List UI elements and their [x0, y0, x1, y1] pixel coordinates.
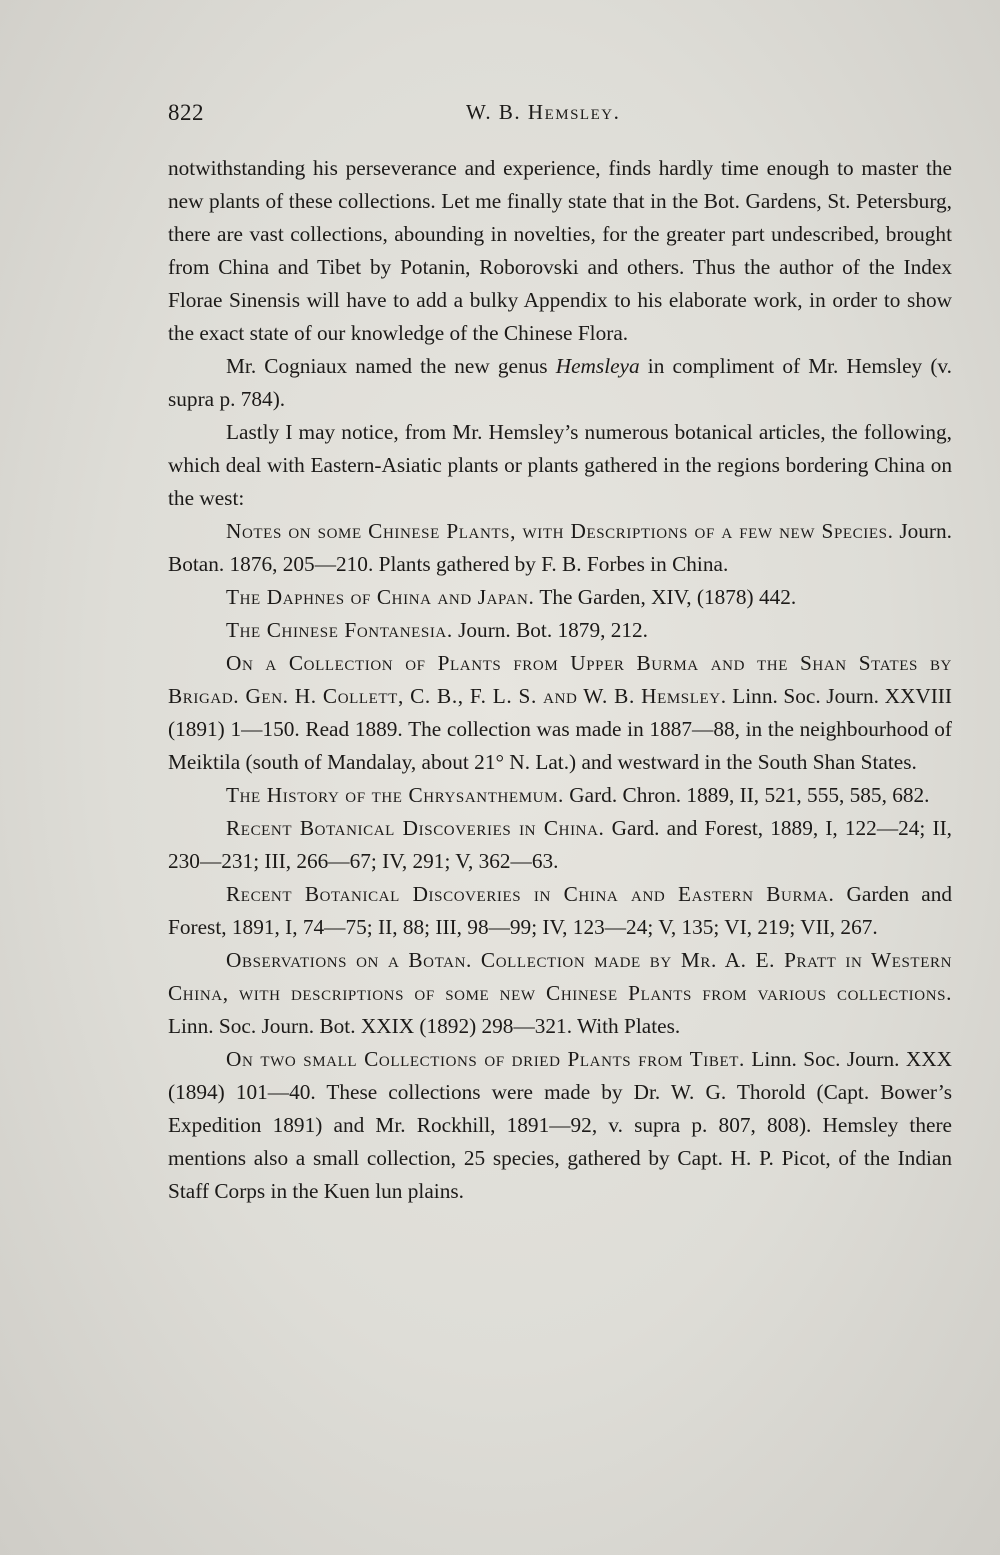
citation-text: Journ. Bot. 1879, 212.	[452, 618, 649, 642]
paragraph-continuation	[168, 152, 952, 350]
article-title: On a Collection of Plants from Upper Burma and the Shan States by Brigad. Gen. H. Collett, C. B., F. L. S. and W. B. Hemsley.	[168, 651, 952, 708]
article-title: Observations on a Botan. Collection made by Mr. A. E. Pratt in Western China, with descriptions of some new Chinese Plants from various collections.	[168, 948, 952, 1005]
article-title: The Daphnes of China and Japan.	[226, 585, 535, 609]
bibliography-entry	[168, 812, 952, 878]
article-title: Recent Botanical Discoveries in China and Eastern Burma.	[226, 882, 835, 906]
bibliography-entry	[168, 515, 952, 581]
citation-text: The Garden, XIV, (1878) 442.	[534, 585, 797, 609]
article-title: On two small Collections of dried Plants from Tibet.	[226, 1047, 745, 1071]
citation-text: Linn. Soc. Journ. XXX (1894) 101—40. These collections were made by Dr. W. G. Thorold (Capt. Bower’s Expedition 1891) and Mr. Rockhill, 1891—92, v. supra p. 807, 808). Hemsley there mentions also a small collection, 25 species, gathered by Capt. H. P. Picot, of the Indian Staff Corps in the Kuen lun plains.	[168, 1047, 952, 1203]
bibliography-entry	[168, 1043, 952, 1208]
genus-name: Hemsleya	[555, 354, 640, 378]
article-title: The History of the Chrysanthemum.	[226, 783, 564, 807]
article-title: The Chinese Fontanesia.	[226, 618, 453, 642]
bibliography-entry	[168, 944, 952, 1043]
paragraph-text: Lastly I may notice, from Mr. Hemsley’s numerous botanical articles, the following, which deal with Eastern-Asiatic plants or plants gathered in the regions bordering China on the west:	[168, 420, 952, 510]
paragraph-text: in compliment of Mr. Hemsley (v. supra p. 784).	[168, 354, 952, 411]
citation-text: Gard. Chron. 1889, II, 521, 555, 585, 682.	[563, 783, 930, 807]
citation-text: Garden and Forest, 1891, I, 74—75; II, 88; III, 98—99; IV, 123—24; V, 135; VI, 219; VII, 267.	[168, 882, 952, 939]
bibliography-entry	[168, 614, 952, 647]
citation-text: Gard. and Forest, 1889, I, 122—24; II, 230—231; III, 266—67; IV, 291; V, 362—63.	[168, 816, 952, 873]
citation-text: Linn. Soc. Journ. XXVIII (1891) 1—150. Read 1889. The collection was made in 1887—88, in the neighbourhood of Meiktila (south of Mandalay, about 21° N. Lat.) and westward in the South Shan States.	[168, 684, 952, 774]
article-title: Recent Botanical Discoveries in China.	[226, 816, 605, 840]
running-head: W. B. Hemsley.	[466, 100, 621, 124]
article-title: Notes on some Chinese Plants, with Descriptions of a few new Species.	[226, 519, 894, 543]
paragraph-hemsleya	[168, 350, 952, 416]
paragraph-text: notwithstanding his perseverance and experience, finds hardly time enough to master the new plants of these collections. Let me finally state that in the Bot. Gardens, St. Petersburg, there are vast collections, abounding in novelties, for the greater part undescribed, brought from China and Tibet by Potanin, Roborovski and others. Thus the author of the Index Florae Sinensis will have to add a bulky Appendix to his elaborate work, in order to show the exact state of our knowledge of the Chinese Flora.	[168, 156, 952, 345]
citation-text: Journ. Botan. 1876, 205—210. Plants gathered by F. B. Forbes in China.	[168, 519, 952, 576]
page-header	[168, 100, 788, 136]
page-number: 822	[168, 100, 204, 125]
bibliography-entry	[168, 647, 952, 779]
bibliography-entry	[168, 878, 952, 944]
citation-text: Linn. Soc. Journ. Bot. XXIX (1892) 298—321. With Plates.	[168, 1014, 681, 1038]
body-text	[168, 152, 952, 1208]
paragraph-text: Mr. Cogniaux named the new genus	[226, 354, 556, 378]
paragraph-intro-list	[168, 416, 952, 515]
bibliography-entry	[168, 779, 952, 812]
bibliography-entry	[168, 581, 952, 614]
